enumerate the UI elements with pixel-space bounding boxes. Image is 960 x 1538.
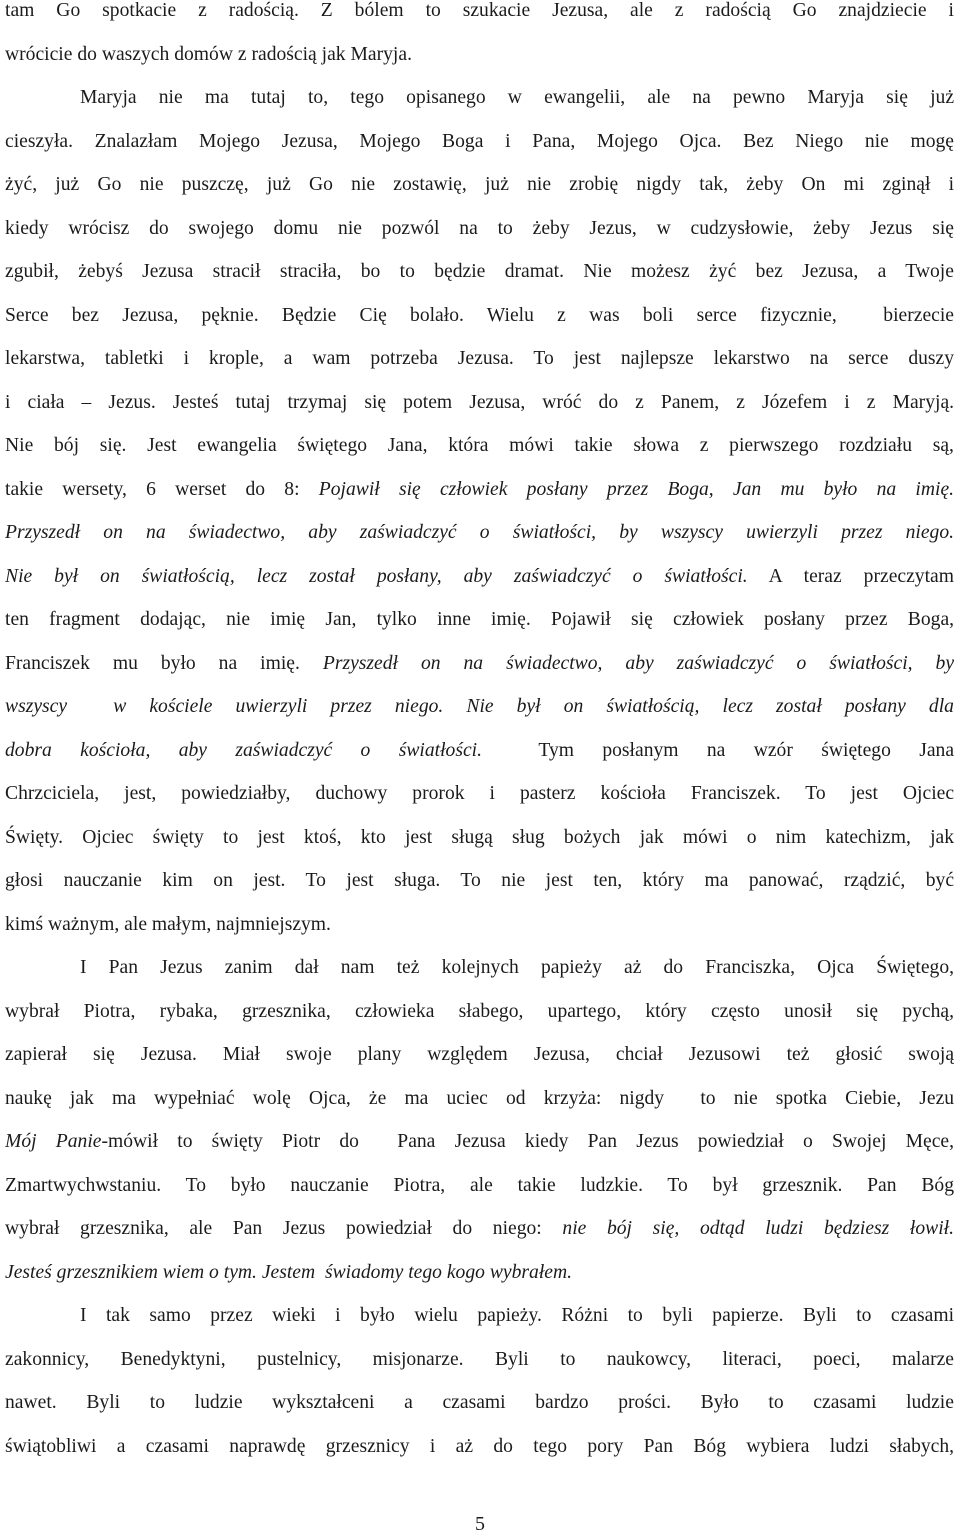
text-line [5,430,954,462]
text-segment: wrócicie do waszych domów z radością jak Maryja. [5,43,412,65]
text-segment: zapierał się Jezusa. Miał swoje plany względem Jezusa, chciał Jezusowi też głosić swoją [5,1044,954,1065]
text-segment: wybrał Piotra, rybaka, grzesznika, człowieka słabego, upartego, który często unosił się pychą, [5,1000,954,1022]
text-segment: ten fragment dodając, nie imię Jan, tylko inne imię. Pojawił się człowiek posłany przez Boga, [5,609,954,630]
text-segment: Święty. Ojciec święty to jest ktoś, kto jest sługą sług bożych jak mówi o nim katechizm, jak [5,826,954,848]
italic-text-segment: dobra kościoła, aby zaświadczyć o światłości. [5,739,482,761]
text-line [5,822,954,854]
text-line [5,1344,954,1376]
text-segment: zakonnicy, Benedyktyni, pustelnicy, misjonarze. Byli to naukowcy, literaci, poeci, malarze [5,1348,954,1370]
text-segment: Maryja nie ma tutaj to, tego opisanego w ewangelii, ale na pewno Maryja się już [80,87,954,108]
text-segment: -mówił to święty Piotr do Pana Jezusa kiedy Pan Jezus powiedział o Swojej Męce, [101,1131,954,1152]
text-line [5,517,954,549]
text-line [80,82,954,114]
text-segment: kiedy wrócisz do swojego domu nie pozwól na to żeby Jezus, w cudzysłowie, żeby Jezus się [5,217,954,239]
italic-text-segment: wszyscy w kościele uwierzyli przez niego. Nie był on światłością, lecz został posłany dla [5,696,954,717]
text-line [5,343,954,375]
text-line [5,909,331,941]
text-line [5,39,412,71]
text-line [5,1126,954,1158]
text-segment: i ciała – Jezus. Jesteś tutaj trzymaj się potem Jezusa, wróć do z Panem, z Józefem i z Maryją. [5,391,954,413]
text-segment: takie wersety, 6 werset do 8: [5,478,319,500]
text-segment: kimś ważnym, ale małym, najmniejszym. [5,913,331,935]
text-line [80,952,954,984]
text-segment: I tak samo przez wieki i było wielu papieży. Różni to byli papierze. Byli to czasami [80,1305,954,1326]
text-segment: Serce bez Jezusa, pęknie. Będzie Cię bolało. Wielu z was boli serce fizycznie, bierzecie [5,304,954,326]
text-segment: Tym posłanym na wzór świętego Jana [482,739,954,761]
text-line [80,1300,954,1332]
text-segment: naukę jak ma wypełniać wolę Ojca, że ma uciec od krzyża: nigdy to nie spotka Ciebie, Jezu [5,1087,954,1109]
text-line [5,474,954,506]
text-segment: głosi nauczanie kim on jest. To jest sługa. To nie jest ten, który ma panować, rządzić, być [5,870,954,891]
italic-text-segment: nie bój się, odtąd ludzi będziesz łowił. [562,1218,954,1239]
text-line [5,300,954,332]
text-line [5,1039,954,1071]
text-line [5,1170,954,1202]
text-segment: tam Go spotkacie z radością. Z bólem to szukacie Jezusa, ale z radością Go znajdziecie i [5,0,954,21]
text-line [5,996,954,1028]
page-number: 5 [475,1513,485,1535]
text-segment: Franciszek mu było na imię. [5,652,323,674]
text-line [5,126,954,158]
text-segment: nawet. Byli to ludzie wykształceni a czasami bardzo prości. Było to czasami ludzie [5,1392,954,1413]
text-line [5,1387,954,1419]
text-line [5,865,954,897]
text-segment: Zmartwychwstaniu. To było nauczanie Piotra, ale takie ludzkie. To był grzesznik. Pan Bóg [5,1174,954,1196]
italic-text-segment: Nie był on światłością, lecz został posłany, aby zaświadczyć o światłości. [5,565,748,587]
italic-text-segment: Pojawił się człowiek posłany przez Boga, Jan mu było na imię. [318,478,954,500]
text-segment: świątobliwi a czasami naprawdę grzesznicy i aż do tego pory Pan Bóg wybiera ludzi słabych, [5,1435,954,1457]
text-segment: I Pan Jezus zanim dał nam też kolejnych papieży aż do Franciszka, Ojca Świętego, [80,957,954,978]
italic-text-segment: Przyszedł on na świadectwo, aby zaświadczyć o światłości, by [322,652,954,674]
text-line [5,0,954,27]
text-line [5,735,954,767]
italic-text-segment: Przyszedł on na świadectwo, aby zaświadczyć o światłości, by wszyscy uwierzyli przez niego. [5,522,954,543]
text-segment: cieszyła. Znalazłam Mojego Jezusa, Mojego Boga i Pana, Mojego Ojca. Bez Niego nie mogę [5,130,954,152]
text-segment: Chrzciciela, jest, powiedziałby, duchowy prorok i pasterz kościoła Franciszek. To jest Ojciec [5,783,954,804]
text-line [5,691,954,723]
text-line [5,169,954,201]
text-segment: wybrał grzesznika, ale Pan Jezus powiedział do niego: [5,1218,563,1239]
text-segment: A teraz przeczytam [747,565,954,587]
text-line [5,1431,954,1463]
italic-text-segment: Jesteś grzesznikiem wiem o tym. Jestem świadomy tego kogo wybrałem. [5,1261,573,1283]
text-segment: lekarstwa, tabletki i krople, a wam potrzeba Jezusa. To jest najlepsze lekarstwo na serce duszy [5,348,954,369]
text-line [5,778,954,810]
text-line [5,213,954,245]
text-segment: Nie bój się. Jest ewangelia świętego Jana, która mówi takie słowa z pierwszego rozdziału są, [5,435,954,456]
text-line [5,387,954,419]
text-line [5,256,954,288]
text-line [5,1213,954,1245]
text-segment: żyć, już Go nie puszczę, już Go nie zostawię, już nie zrobię nigdy tak, żeby On mi zginął i [5,174,954,195]
text-line [5,561,954,593]
text-segment: zgubił, żebyś Jezusa stracił straciła, bo to będzie dramat. Nie możesz żyć bez Jezusa, a Twoje [5,261,954,282]
text-line [5,1257,572,1289]
italic-text-segment: Mój Panie [5,1131,102,1152]
text-line [5,604,954,636]
text-line [5,1083,954,1115]
text-line [5,648,954,680]
